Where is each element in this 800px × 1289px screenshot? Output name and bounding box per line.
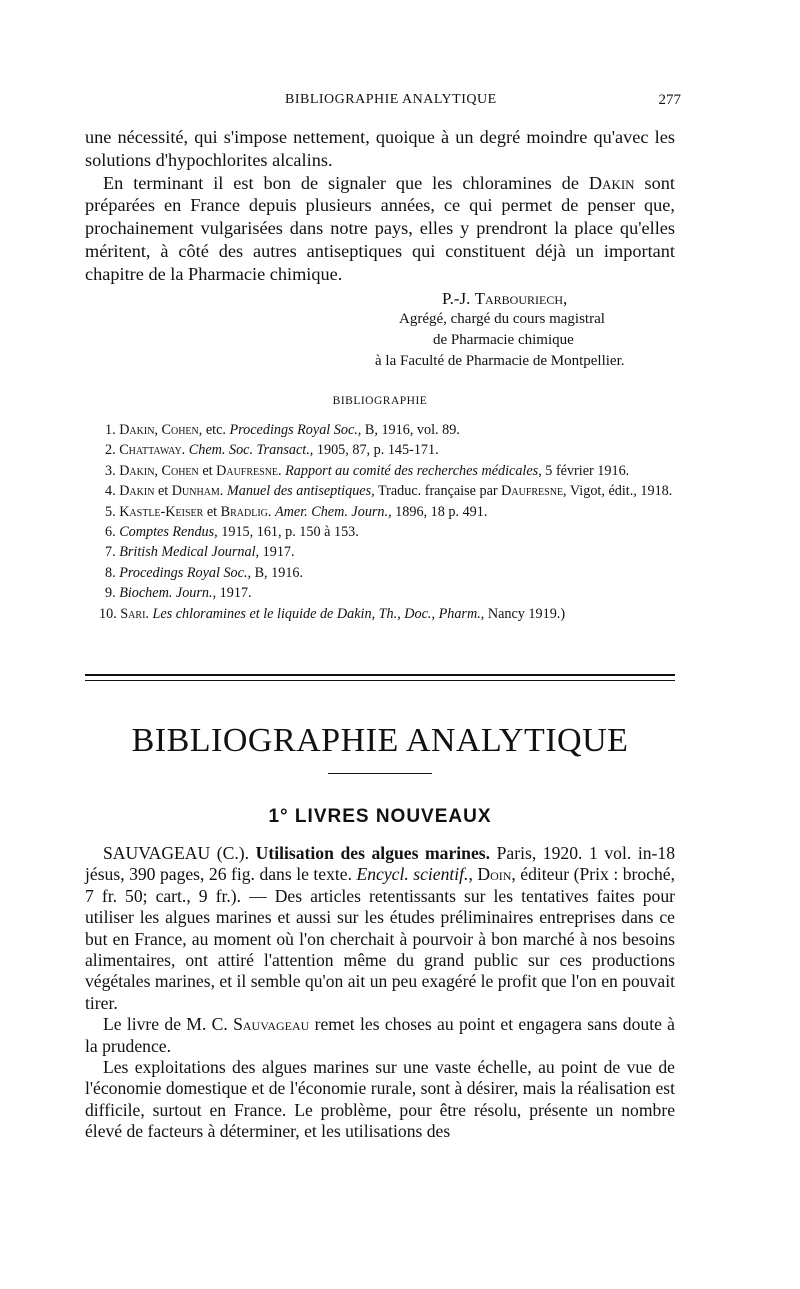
item-authors: Daufresne. bbox=[216, 462, 282, 479]
item-title: British Medical Journal, bbox=[119, 544, 260, 561]
paragraph-text: Les exploitations des algues marines sur une vaste échelle, au point de vue de l'économie domestique et de l'économie rurale, sont à désirer, mais la réalisation est difficile, surtout en France. Le problème, pour être résolu, présente un nombre élevé de facteurs à déterminer, et les utilisations des bbox=[85, 1057, 675, 1142]
author-name: Dakin bbox=[588, 172, 635, 193]
bibliography-item bbox=[85, 440, 675, 460]
author-name: Sauvageau bbox=[233, 1014, 310, 1035]
item-authors: Chattaway. bbox=[119, 442, 186, 459]
section-title: BIBLIOGRAPHIE ANALYTIQUE bbox=[131, 722, 629, 759]
item-authors: Bradlig. bbox=[220, 503, 272, 520]
item-text: 5 février 1916. bbox=[545, 462, 630, 479]
paragraph bbox=[85, 843, 675, 1014]
item-title: Chem. Soc. Transact., bbox=[188, 442, 314, 459]
signature-surname: Tarbouriech, bbox=[474, 289, 568, 308]
item-number: 9. bbox=[105, 585, 116, 602]
section-divider bbox=[85, 680, 675, 681]
series-title: Encycl. scientif., bbox=[356, 864, 473, 885]
book-review bbox=[85, 843, 675, 1143]
signature-line: Agrégé, chargé du cours magistral bbox=[399, 311, 605, 327]
paragraph-text: éditeur (Prix : broché, 7 fr. 50; cart., 9 fr.). — Des articles retentissants sur les tentatives faites pour utiliser les algues marines et aussi sur les études préliminaires entreprises dans ce but en France, au moment où l'on cherchait à pourvoir à bon marché à nos besoins alimentaires, ont attiré l'attention même du grand public sur ces productions végétales marines, et il semble qu'on ait un peu exagéré le profit que l'on en pouvait tirer. bbox=[85, 864, 675, 1013]
item-text: 1915, 161, p. 150 à 153. bbox=[221, 524, 359, 541]
bibliography-heading: BIBLIOGRAPHIE bbox=[332, 395, 428, 407]
item-title: Amer. Chem. Journ., bbox=[274, 503, 392, 520]
paragraph-text: sont préparées en France depuis plusieurs années, ce qui permet de penser que, prochainement vulgarisées dans notre pays, elles y prendront la place qu'elles méritent, à côté des autres antiseptiques qui constituent déjà un important chapitre de la Pharmacie chimique. bbox=[85, 172, 675, 284]
subsection-title: 1° LIVRES NOUVEAUX bbox=[268, 806, 492, 827]
item-text: etc. bbox=[205, 422, 226, 438]
bibliography-item bbox=[85, 583, 675, 603]
item-authors: Dakin bbox=[119, 483, 155, 500]
item-title: Procedings Royal Soc., bbox=[229, 422, 362, 438]
bibliography-item bbox=[85, 420, 675, 440]
bibliography-list bbox=[85, 420, 675, 624]
signature-line: de Pharmacie chimique bbox=[433, 332, 574, 348]
item-number: 1. bbox=[105, 422, 116, 438]
paragraph-text: remet les choses au point et engagera sans doute à la prudence. bbox=[85, 1014, 675, 1056]
signature-block bbox=[85, 288, 675, 372]
bibliography-item bbox=[85, 542, 675, 562]
item-number: 8. bbox=[105, 564, 116, 581]
paragraph-text: Le livre de M. C. bbox=[103, 1014, 228, 1035]
item-title: Les chloramines et le liquide de Dakin, Th., Doc., Pharm., bbox=[152, 605, 485, 622]
item-authors: Dakin, Cohen bbox=[119, 462, 199, 479]
item-title: Biochem. Journ., bbox=[119, 585, 217, 602]
item-authors: Dakin, Cohen, bbox=[119, 422, 203, 438]
bibliography-item bbox=[85, 481, 675, 501]
book-title: Utilisation des algues marines. bbox=[255, 843, 491, 863]
running-header bbox=[85, 92, 681, 114]
item-title: Manuel des antiseptiques, bbox=[226, 483, 375, 500]
item-number: 2. bbox=[105, 442, 116, 459]
bibliography-item bbox=[85, 502, 675, 522]
item-number: 4. bbox=[105, 483, 116, 500]
item-text: B, 1916. bbox=[254, 564, 304, 581]
paragraph-text: une nécessité, qui s'impose nettement, quoique à un degré moindre qu'avec les solutions d'hypochlorites alcalins. bbox=[85, 127, 675, 170]
bibliography-item bbox=[85, 563, 675, 583]
item-title: Comptes Rendus, bbox=[119, 524, 218, 541]
item-authors: Sari. bbox=[120, 605, 149, 622]
publisher-name: Doin, bbox=[477, 864, 516, 885]
item-number: 6. bbox=[105, 524, 116, 541]
running-title: BIBLIOGRAPHIE ANALYTIQUE bbox=[285, 92, 497, 107]
paragraph bbox=[85, 126, 675, 172]
item-text: et bbox=[206, 503, 218, 520]
intro-text bbox=[85, 126, 675, 286]
item-text: et bbox=[202, 462, 213, 479]
item-text: 1896, 18 p. 491. bbox=[395, 503, 488, 520]
review-author: SAUVAGEAU (C.). bbox=[103, 843, 250, 863]
item-text: Vigot, édit., 1918. bbox=[569, 483, 673, 500]
item-text: 1917. bbox=[219, 585, 252, 602]
item-text: 1917. bbox=[262, 544, 295, 561]
bibliography-item bbox=[85, 604, 675, 624]
paragraph bbox=[85, 172, 675, 286]
bibliography-item bbox=[85, 461, 675, 481]
signature-initials: P.-J. bbox=[442, 289, 471, 308]
section-divider bbox=[85, 674, 675, 676]
paragraph bbox=[85, 1014, 675, 1057]
item-authors: Daufresne, bbox=[501, 483, 567, 500]
signature-name bbox=[442, 288, 675, 309]
item-title: Rapport au comité des recherches médicales, bbox=[285, 462, 542, 479]
item-number: 10. bbox=[99, 605, 117, 622]
title-underline bbox=[328, 773, 432, 774]
item-text: 1905, 87, p. 145-171. bbox=[316, 442, 439, 459]
item-text: et bbox=[157, 483, 169, 500]
bibliography-item bbox=[85, 522, 675, 542]
item-number: 5. bbox=[105, 503, 116, 520]
paragraph-text: En terminant il est bon de signaler que les chloramines de bbox=[103, 172, 579, 193]
item-number: 7. bbox=[105, 544, 116, 561]
item-authors: Kastle-Keiser bbox=[119, 503, 204, 520]
page-number: 277 bbox=[658, 92, 681, 108]
paragraph-text: Paris, 1920. 1 vol. in-18 jésus, 390 pages, 26 fig. dans le texte. bbox=[85, 843, 675, 885]
item-number: 3. bbox=[105, 462, 116, 479]
item-text: B, 1916, vol. 89. bbox=[364, 422, 460, 438]
signature-line: à la Faculté de Pharmacie de Montpellier. bbox=[375, 353, 625, 369]
item-text: Traduc. française par bbox=[377, 483, 498, 500]
item-authors: Dunham. bbox=[171, 483, 224, 500]
item-text: Nancy 1919.) bbox=[487, 605, 566, 622]
item-title: Procedings Royal Soc., bbox=[119, 564, 252, 581]
paragraph bbox=[85, 1057, 675, 1143]
